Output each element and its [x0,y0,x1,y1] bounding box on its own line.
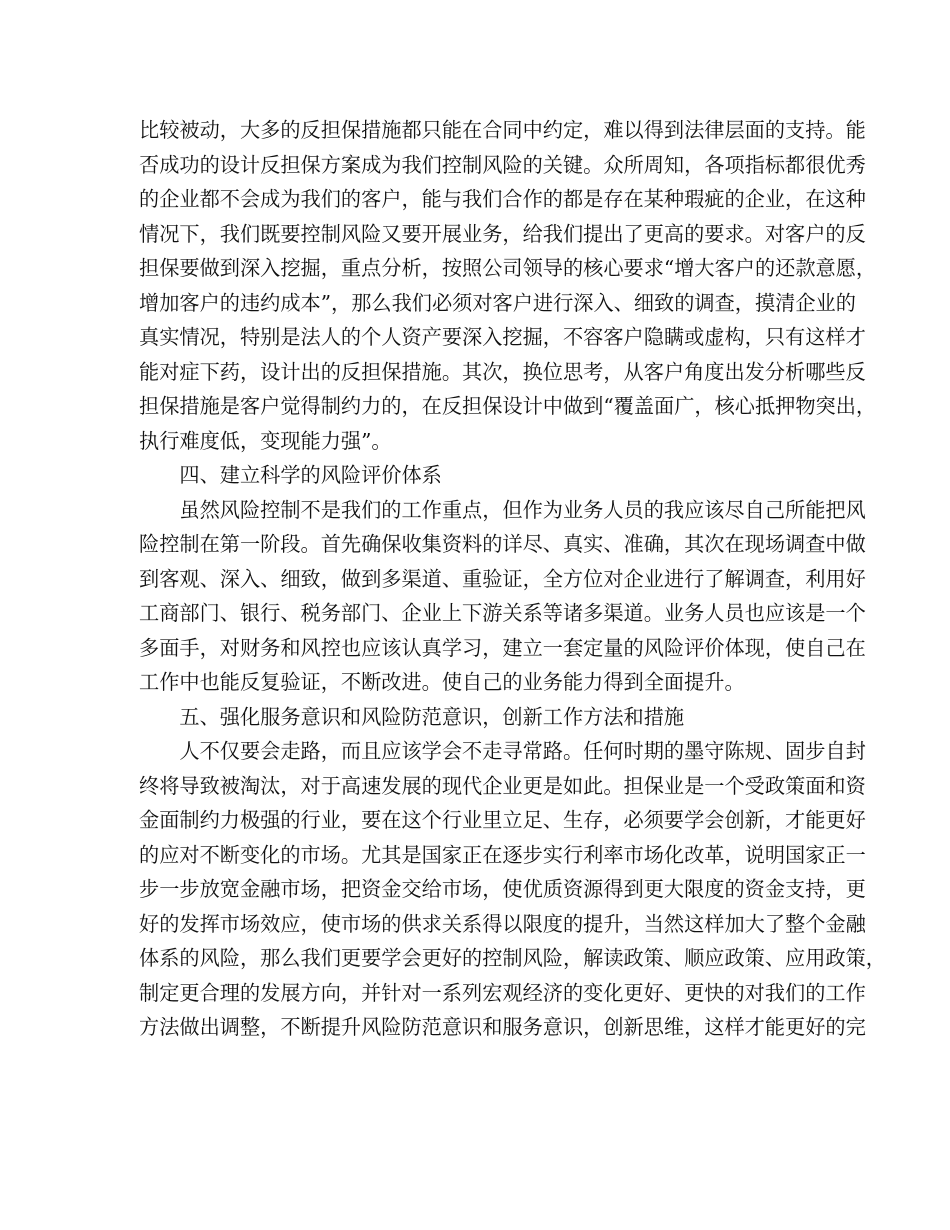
text-line: 真实情况，特别是法人的个人资产要深入挖掘，不容客户隐瞒或虚构，只有这样才 [139,325,866,349]
text-line: 担保措施是客户觉得制约力的，在反担保设计中做到“覆盖面广，核心抵押物突出， [139,394,877,418]
text-line: 到客观、深入、细致，做到多渠道、重验证，全方位对企业进行了解调查，利用好 [139,566,866,591]
text-line: 增加客户的违约成本”，那么我们必须对客户进行深入、细致的调查，摸清企业的 [139,290,856,315]
body-text [139,113,886,1045]
text-line: 险控制在第一阶段。首先确保收集资料的详尽、真实、准确，其次在现场调查中做 [139,532,866,556]
text-line: 体系的风险，那么我们更要学会更好的控制风险，解读政策、顺应政策、应用政策， [139,946,886,970]
text-line: 虽然风险控制不是我们的工作重点，但作为业务人员的我应该尽自己所能把风 [139,497,866,522]
text-line: 的应对不断变化的市场。尤其是国家正在逐步实行利率市场化改革，说明国家正一 [139,842,866,867]
text-line: 担保要做到深入挖掘，重点分析，按照公司领导的核心要求“增大客户的还款意愿， [139,256,877,280]
section-heading-4: 四、建立科学的风险评价体系 [139,463,442,487]
text-line: 执行难度低，变现能力强”。 [139,428,392,453]
text-line: 金面制约力极强的行业，要在这个行业里立足、生存，必须要学会创新，才能更好 [139,808,866,832]
text-line: 方法做出调整，不断提升风险防范意识和服务意识，创新思维，这样才能更好的完 [139,1015,866,1039]
text-line: 的企业都不会成为我们的客户，能与我们合作的都是存在某种瑕疵的企业，在这种 [139,187,866,211]
text-line: 工作中也能反复验证，不断改进。使自己的业务能力得到全面提升。 [139,670,745,694]
text-line: 工商部门、银行、税务部门、企业上下游关系等诸多渠道。业务人员也应该是一个 [139,601,866,625]
text-line: 比较被动，大多的反担保措施都只能在合同中约定，难以得到法律层面的支持。能 [139,118,866,142]
section-heading-5: 五、强化服务意识和风险防范意识，创新工作方法和措施 [139,704,685,729]
text-line: 多面手，对财务和风控也应该认真学习，建立一套定量的风险评价体现，使自己在 [139,635,866,660]
text-line: 好的发挥市场效应，使市场的供求关系得以限度的提升，当然这样加大了整个金融 [139,911,866,936]
text-line: 步一步放宽金融市场，把资金交给市场，使优质资源得到更大限度的资金支持，更 [139,877,866,901]
text-line: 终将导致被淘汰，对于高速发展的现代企业更是如此。担保业是一个受政策面和资 [139,773,866,798]
text-line: 否成功的设计反担保方案成为我们控制风险的关键。众所周知，各项指标都很优秀 [139,152,866,177]
text-line: 能对症下药，设计出的反担保措施。其次，换位思考，从客户角度出发分析哪些反 [139,359,866,384]
text-line: 情况下，我们既要控制风险又要开展业务，给我们提出了更高的要求。对客户的反 [139,221,866,246]
text-line: 人不仅要会走路，而且应该学会不走寻常路。任何时期的墨守陈规、固步自封 [139,739,866,763]
text-line: 制定更合理的发展方向，并针对一系列宏观经济的变化更好、更快的对我们的工作 [139,980,866,1005]
